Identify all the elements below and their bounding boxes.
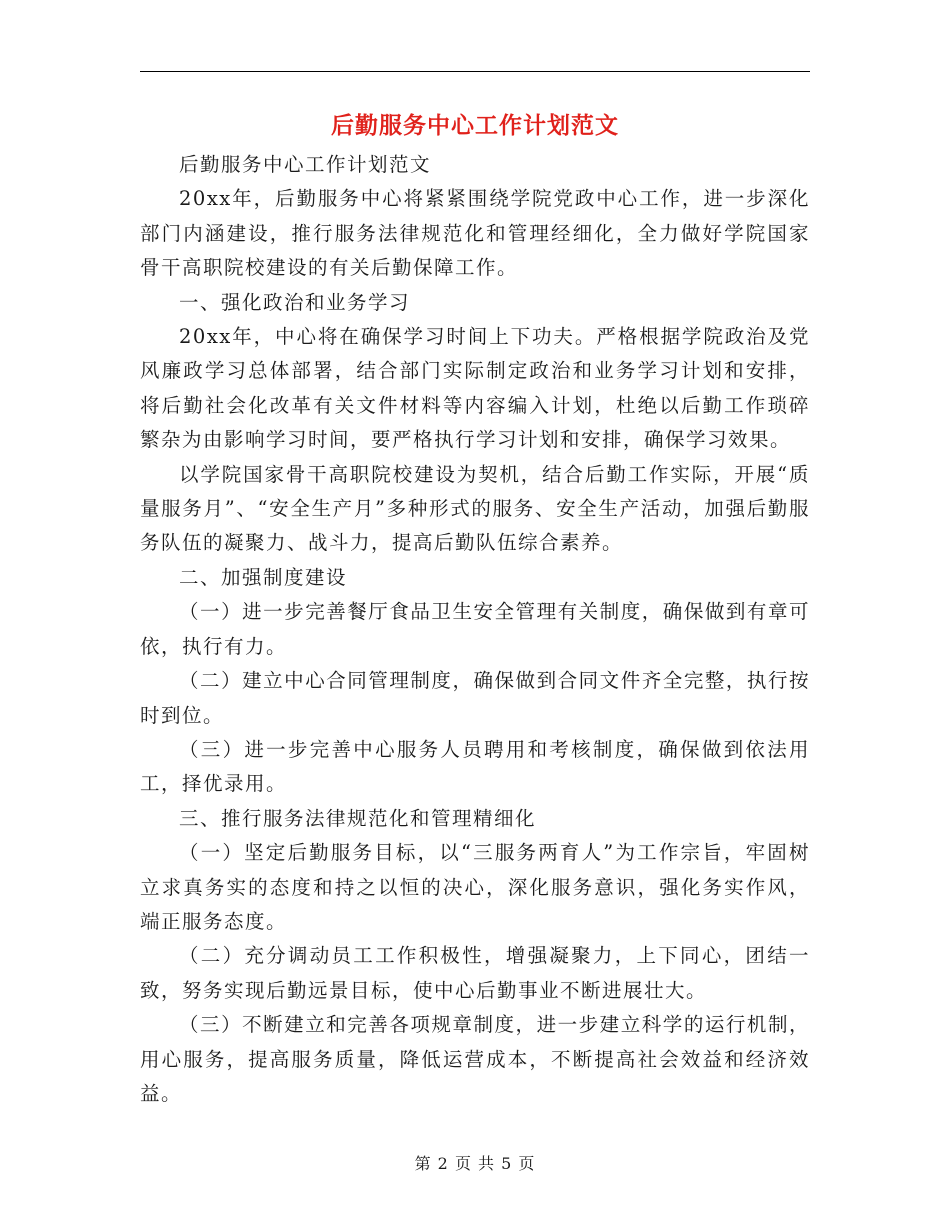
- section-heading-3: 三、推行服务法律规范化和管理精细化: [179, 806, 537, 830]
- paragraph: 20xx年，中心将在确保学习时间上下功夫。严格根据学院政治及党风廉政学习总体部署，结合部门实际制定政治和业务学习计划和安排，将后勤社会化改革有关文件材料等内容编入计划，杜绝以后勤工作琐碎繁杂为由影响学习时间，要严格执行学习计划和安排，确保学习效果。: [140, 325, 810, 452]
- document-title: 后勤服务中心工作计划范文: [331, 112, 619, 139]
- document-body: [140, 148, 810, 1111]
- page-number: 第 2 页 共 5 页: [414, 1154, 536, 1173]
- paragraph-subtitle: 后勤服务中心工作计划范文: [179, 153, 432, 176]
- list-item: （一）坚定后勤服务目标，以“三服务两育人”为工作宗旨，牢固树立求真务实的态度和持之以恒的决心，深化服务意识，强化务实作风，端正服务态度。: [140, 841, 810, 933]
- list-item: （一）进一步完善餐厅食品卫生安全管理有关制度，确保做到有章可依，执行有力。: [140, 600, 810, 658]
- list-item: （三）进一步完善中心服务人员聘用和考核制度，确保做到依法用工，择优录用。: [140, 737, 810, 796]
- list-item: （二）充分调动员工工作积极性，增强凝聚力，上下同心，团结一致，努务实现后勤远景目标，使中心后勤事业不断进展壮大。: [140, 944, 810, 1002]
- section-heading-1: 一、强化政治和业务学习: [179, 290, 411, 314]
- paragraph-intro: 20xx年，后勤服务中心将紧紧围绕学院党政中心工作，进一步深化部门内涵建设，推行服务法律规范化和管理经细化，全力做好学院国家骨干高职院校建设的有关后勤保障工作。: [140, 187, 810, 280]
- section-heading-2: 二、加强制度建设: [179, 565, 348, 589]
- list-item: （三）不断建立和完善各项规章制度，进一步建立科学的运行机制，用心服务，提高服务质量，降低运营成本，不断提高社会效益和经济效益。: [140, 1013, 810, 1105]
- paragraph: 以学院国家骨干高职院校建设为契机，结合后勤工作实际，开展“质量服务月”、“安全生产月”多种形式的服务、安全生产活动，加强后勤服务队伍的凝聚力、战斗力，提高后勤队伍综合素养。: [140, 462, 810, 555]
- header-rule: [140, 71, 810, 72]
- list-item: （二）建立中心合同管理制度，确保做到合同文件齐全完整，执行按时到位。: [140, 669, 810, 727]
